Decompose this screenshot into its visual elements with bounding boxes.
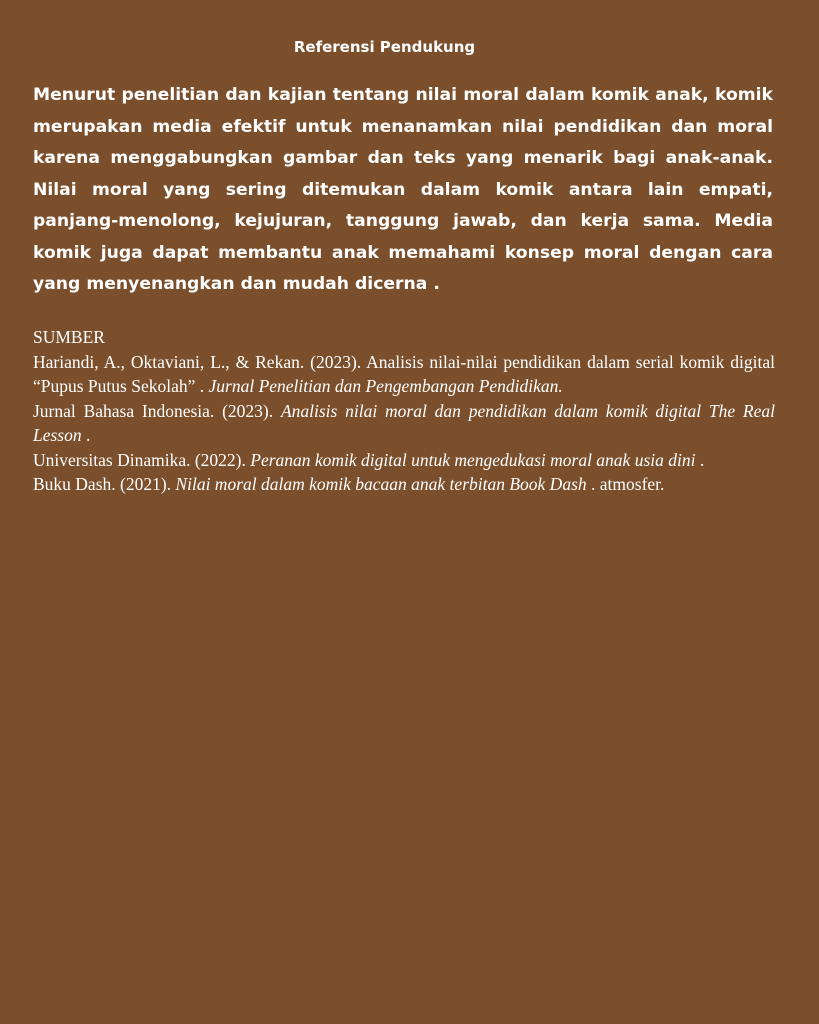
- reference-title: Analisis nilai moral dan pendidikan dalam komik digital The Real Lesson: [33, 400, 776, 445]
- reference-title: Nilai moral dalam komik bacaan anak terbitan Book Dash: [175, 474, 587, 494]
- reference-item: [33, 399, 775, 448]
- page-title: Referensi Pendukung: [293, 38, 476, 56]
- reference-text: Buku Dash. (2021).: [33, 474, 176, 494]
- intro-paragraph: Menurut penelitian dan kajian tentang nilai moral dalam komik anak, komik merupakan media efektif untuk menanamkan nilai pendidikan dan moral karena menggabungkan gambar dan teks yang menarik bagi anak-anak. Nilai moral yang sering ditemukan dalam komik antara lain empati, panjang-menolong, kejujuran, tanggung jawab, dan kerja sama. Media komik juga dapat membantu anak memahami konsep moral dengan cara yang menyenangkan dan mudah dicerna .: [33, 85, 773, 294]
- reference-item: [33, 472, 775, 497]
- reference-text: Jurnal Bahasa Indonesia. (2023).: [33, 400, 281, 421]
- reference-item: [33, 350, 775, 399]
- reference-text: Hariandi, A., Oktaviani, L., & Rekan. (2023). Analisis nilai-nilai pendidikan dalam serial komik digital “Pupus Putus Sekolah” .: [33, 351, 775, 396]
- reference-suffix: . atmosfer.: [586, 474, 665, 494]
- reference-suffix: .: [81, 425, 91, 445]
- reference-title: Jurnal Penelitian dan Pengembangan Pendidikan.: [208, 376, 563, 396]
- sources-heading: SUMBER: [33, 327, 105, 347]
- reference-item: [33, 448, 775, 473]
- reference-suffix: .: [695, 449, 705, 470]
- reference-text: Universitas Dinamika. (2022).: [33, 449, 251, 470]
- sources-section: [33, 325, 775, 497]
- reference-title: Peranan komik digital untuk mengedukasi moral anak usia dini: [250, 449, 696, 470]
